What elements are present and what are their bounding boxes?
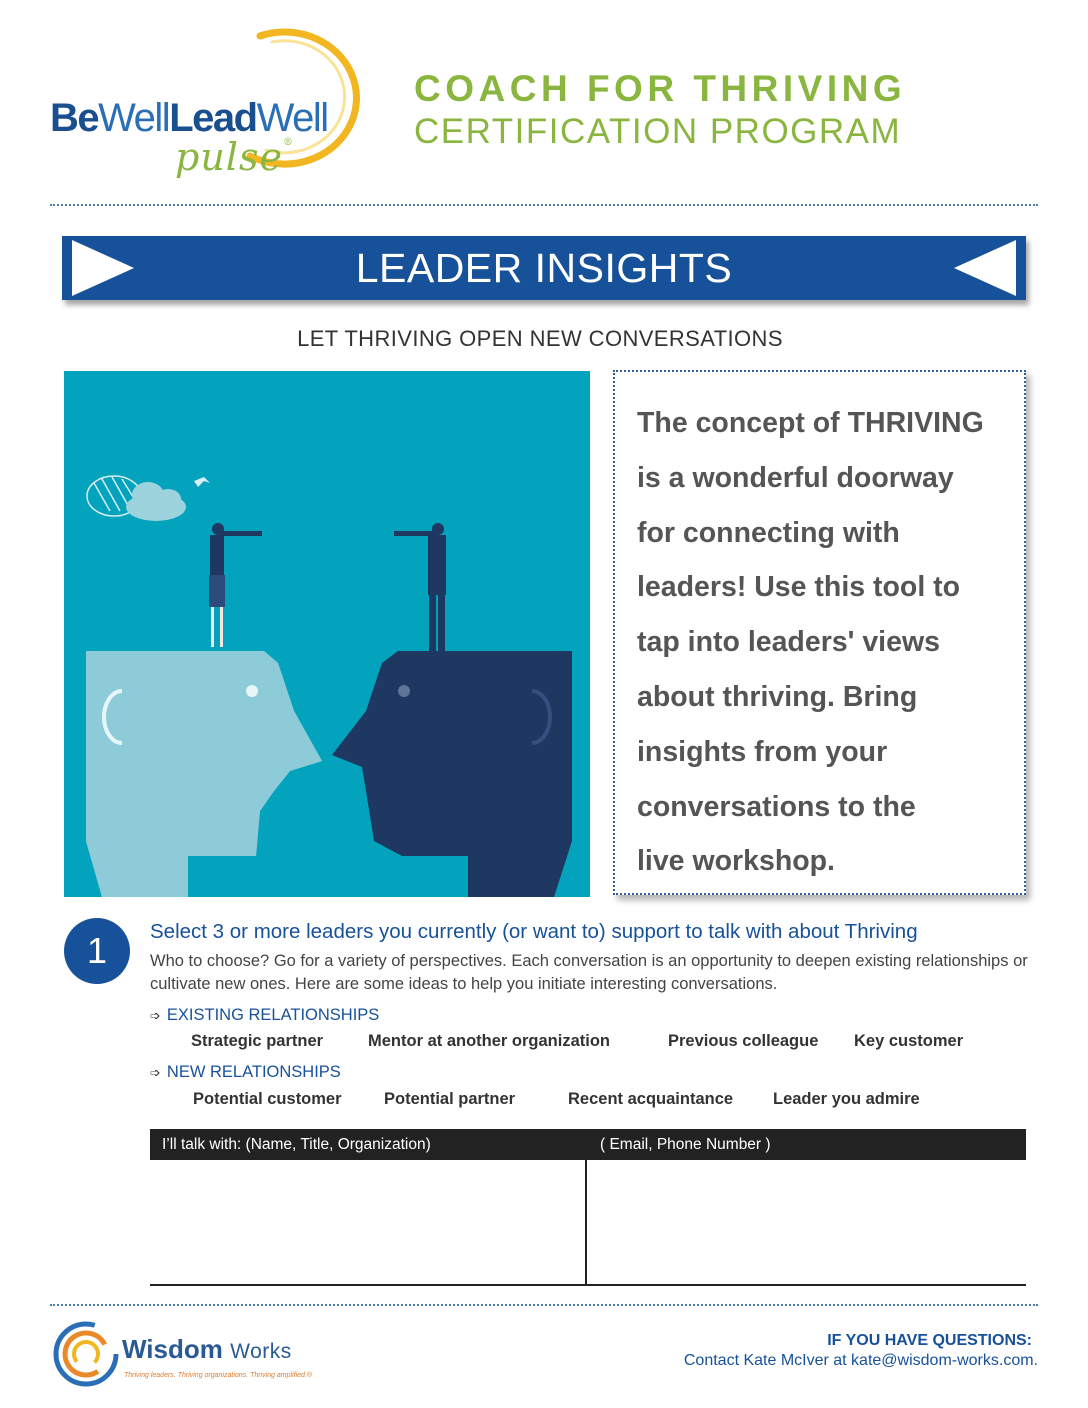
footer-divider [50, 1304, 1038, 1306]
contact-table-header [150, 1129, 1026, 1160]
quote-line: The concept of THRIVING [637, 407, 984, 439]
page-subtitle: LET THRIVING OPEN NEW CONVERSATIONS [297, 326, 783, 351]
logo-wordmark: BeWellLeadWell [50, 96, 328, 140]
new-relationship-item: Potential customer [193, 1090, 342, 1108]
existing-relationships-label: ➩ EXISTING RELATIONSHIPS [150, 1006, 380, 1024]
existing-relationship-item: Key customer [854, 1032, 964, 1050]
wisdom-works-swirl-icon [52, 1318, 120, 1390]
new-relationship-item: Leader you admire [773, 1090, 920, 1108]
arrow-right-icon: ➩ [150, 1065, 161, 1080]
new-relationship-item: Recent acquaintance [568, 1090, 734, 1108]
program-subtitle: CERTIFICATION PROGRAM [414, 112, 902, 151]
name-entry-cell[interactable] [152, 1162, 582, 1282]
table-bottom-rule [150, 1284, 1026, 1286]
header-divider [50, 204, 1038, 206]
quote-line: tap into leaders' views [637, 626, 940, 659]
existing-relationship-item: Previous colleague [668, 1032, 819, 1050]
new-relationship-item: Potential partner [384, 1090, 516, 1108]
step-heading: Select 3 or more leaders you currently (or want to) support to talk with about Thriving [150, 920, 918, 943]
questions-label: IF YOU HAVE QUESTIONS: [827, 1332, 1032, 1349]
quote-line: leaders! Use this tool to [637, 571, 961, 604]
program-title: COACH FOR THRIVING [414, 68, 907, 109]
column-header-contact: ( Email, Phone Number ) [600, 1136, 771, 1153]
contact-info[interactable]: Contact Kate McIver at kate@wisdom-works.com. [683, 1352, 1038, 1369]
two-heads-telescopes-illustration [64, 371, 590, 897]
step-number-badge: 1 [64, 918, 130, 984]
section-banner [62, 236, 1026, 300]
new-relationships-label: ➩ NEW RELATIONSHIPS [150, 1063, 341, 1081]
step-description: Who to choose? Go for a variety of perspectives. Each conversation is an opportunity to deepen existing relationships or cultivate new ones. Here are some ideas to help you initiate interesting conversations. [150, 952, 1028, 993]
logo-pulse-script: pulse® [175, 135, 294, 179]
quote-line: conversations to the [637, 790, 916, 823]
quote-line: for connecting with [637, 516, 900, 549]
intro-quote-text [637, 396, 1014, 889]
wisdom-works-logo [52, 1318, 312, 1390]
wisdom-works-wordmark: Wisdom Works [122, 1334, 292, 1364]
existing-relationship-item: Mentor at another organization [368, 1032, 611, 1050]
table-column-divider [585, 1129, 587, 1285]
bewellleadwell-pulse-logo [40, 28, 380, 188]
arrow-right-icon: ➩ [150, 1008, 161, 1023]
banner-title: LEADER INSIGHTS [355, 245, 733, 291]
column-header-name: I’ll talk with: (Name, Title, Organization) [162, 1136, 431, 1153]
quote-line: is a wonderful doorway [637, 461, 954, 494]
wisdom-works-tagline: Thriving leaders. Thriving organizations. Thriving amplified.® [124, 1372, 313, 1379]
contact-entry-cell[interactable] [590, 1162, 1024, 1282]
existing-relationship-item: Strategic partner [191, 1032, 324, 1050]
quote-line: live workshop. [637, 845, 835, 878]
quote-line: about thriving. Bring [637, 680, 918, 713]
quote-line: insights from your [637, 735, 888, 768]
intro-quote-box [613, 370, 1026, 895]
